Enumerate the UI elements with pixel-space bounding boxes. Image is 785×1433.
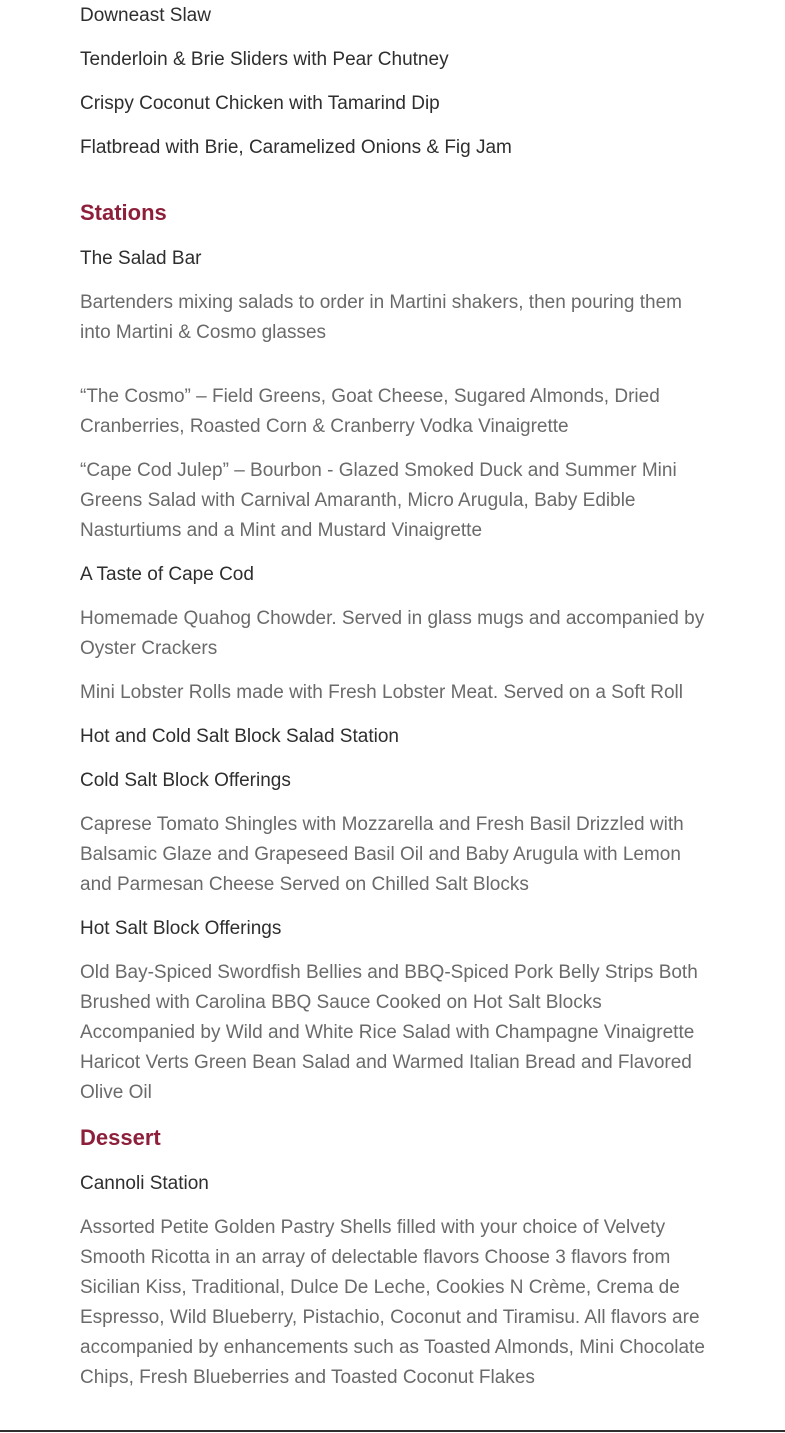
salt-block-cold-description: Caprese Tomato Shingles with Mozzarella and Fresh Basil Drizzled with Balsamic Glaze and Grapeseed Basil Oil and Baby Arugula with Lemon and Parmesan Cheese Served on Chilled Salt Blocks <box>80 814 684 895</box>
station-title-cape-cod: A Taste of Cape Cod <box>80 564 254 585</box>
cape-cod-lobster-description: Mini Lobster Rolls made with Fresh Lobster Meat. Served on a Soft Roll <box>80 682 683 703</box>
dessert-cannoli-description: Assorted Petite Golden Pastry Shells filled with your choice of Velvety Smooth Ricotta in an array of delectable flavors Choose 3 flavors from Sicilian Kiss, Traditional, Dulce De Leche, Cookies N Crème, Crema de Espresso, Wild Blueberry, Pistachio, Coconut and Tiramisu. All flavors are accompanied by enhancements such as Toasted Almonds, Mini Chocolate Chips, Fresh Blueberries and Toasted Coconut Flakes <box>80 1217 705 1388</box>
menu-item-downeast-slaw: Downeast Slaw <box>80 5 211 26</box>
station-title-salt-block: Hot and Cold Salt Block Salad Station <box>80 726 399 747</box>
salt-block-cold-title: Cold Salt Block Offerings <box>80 770 291 791</box>
bottom-divider <box>0 1430 785 1432</box>
menu-item-tenderloin-sliders: Tenderloin & Brie Sliders with Pear Chutney <box>80 49 449 70</box>
salad-bar-intro: Bartenders mixing salads to order in Martini shakers, then pouring them into Martini & Cosmo glasses <box>80 292 682 343</box>
dessert-title-cannoli: Cannoli Station <box>80 1173 209 1194</box>
section-heading-dessert: Dessert <box>80 1125 161 1150</box>
salad-cosmo-description: “The Cosmo” – Field Greens, Goat Cheese, Sugared Almonds, Dried Cranberries, Roasted Corn & Cranberry Vodka Vinaigrette <box>80 386 660 437</box>
menu-item-flatbread: Flatbread with Brie, Caramelized Onions & Fig Jam <box>80 137 512 158</box>
menu-item-coconut-chicken: Crispy Coconut Chicken with Tamarind Dip <box>80 93 440 114</box>
salt-block-hot-title: Hot Salt Block Offerings <box>80 918 282 939</box>
salad-julep-description: “Cape Cod Julep” – Bourbon - Glazed Smoked Duck and Summer Mini Greens Salad with Carnival Amaranth, Micro Arugula, Baby Edible Nasturtiums and a Mint and Mustard Vinaigrette <box>80 460 677 541</box>
cape-cod-chowder-description: Homemade Quahog Chowder. Served in glass mugs and accompanied by Oyster Crackers <box>80 608 705 659</box>
section-heading-stations: Stations <box>80 200 167 225</box>
salt-block-hot-description: Old Bay-Spiced Swordfish Bellies and BBQ-Spiced Pork Belly Strips Both Brushed with Carolina BBQ Sauce Cooked on Hot Salt Blocks Accompanied by Wild and White Rice Salad with Champagne Vinaigrette Haricot Verts Green Bean Salad and Warmed Italian Bread and Flavored Olive Oil <box>80 962 698 1103</box>
station-title-salad-bar: The Salad Bar <box>80 248 202 269</box>
